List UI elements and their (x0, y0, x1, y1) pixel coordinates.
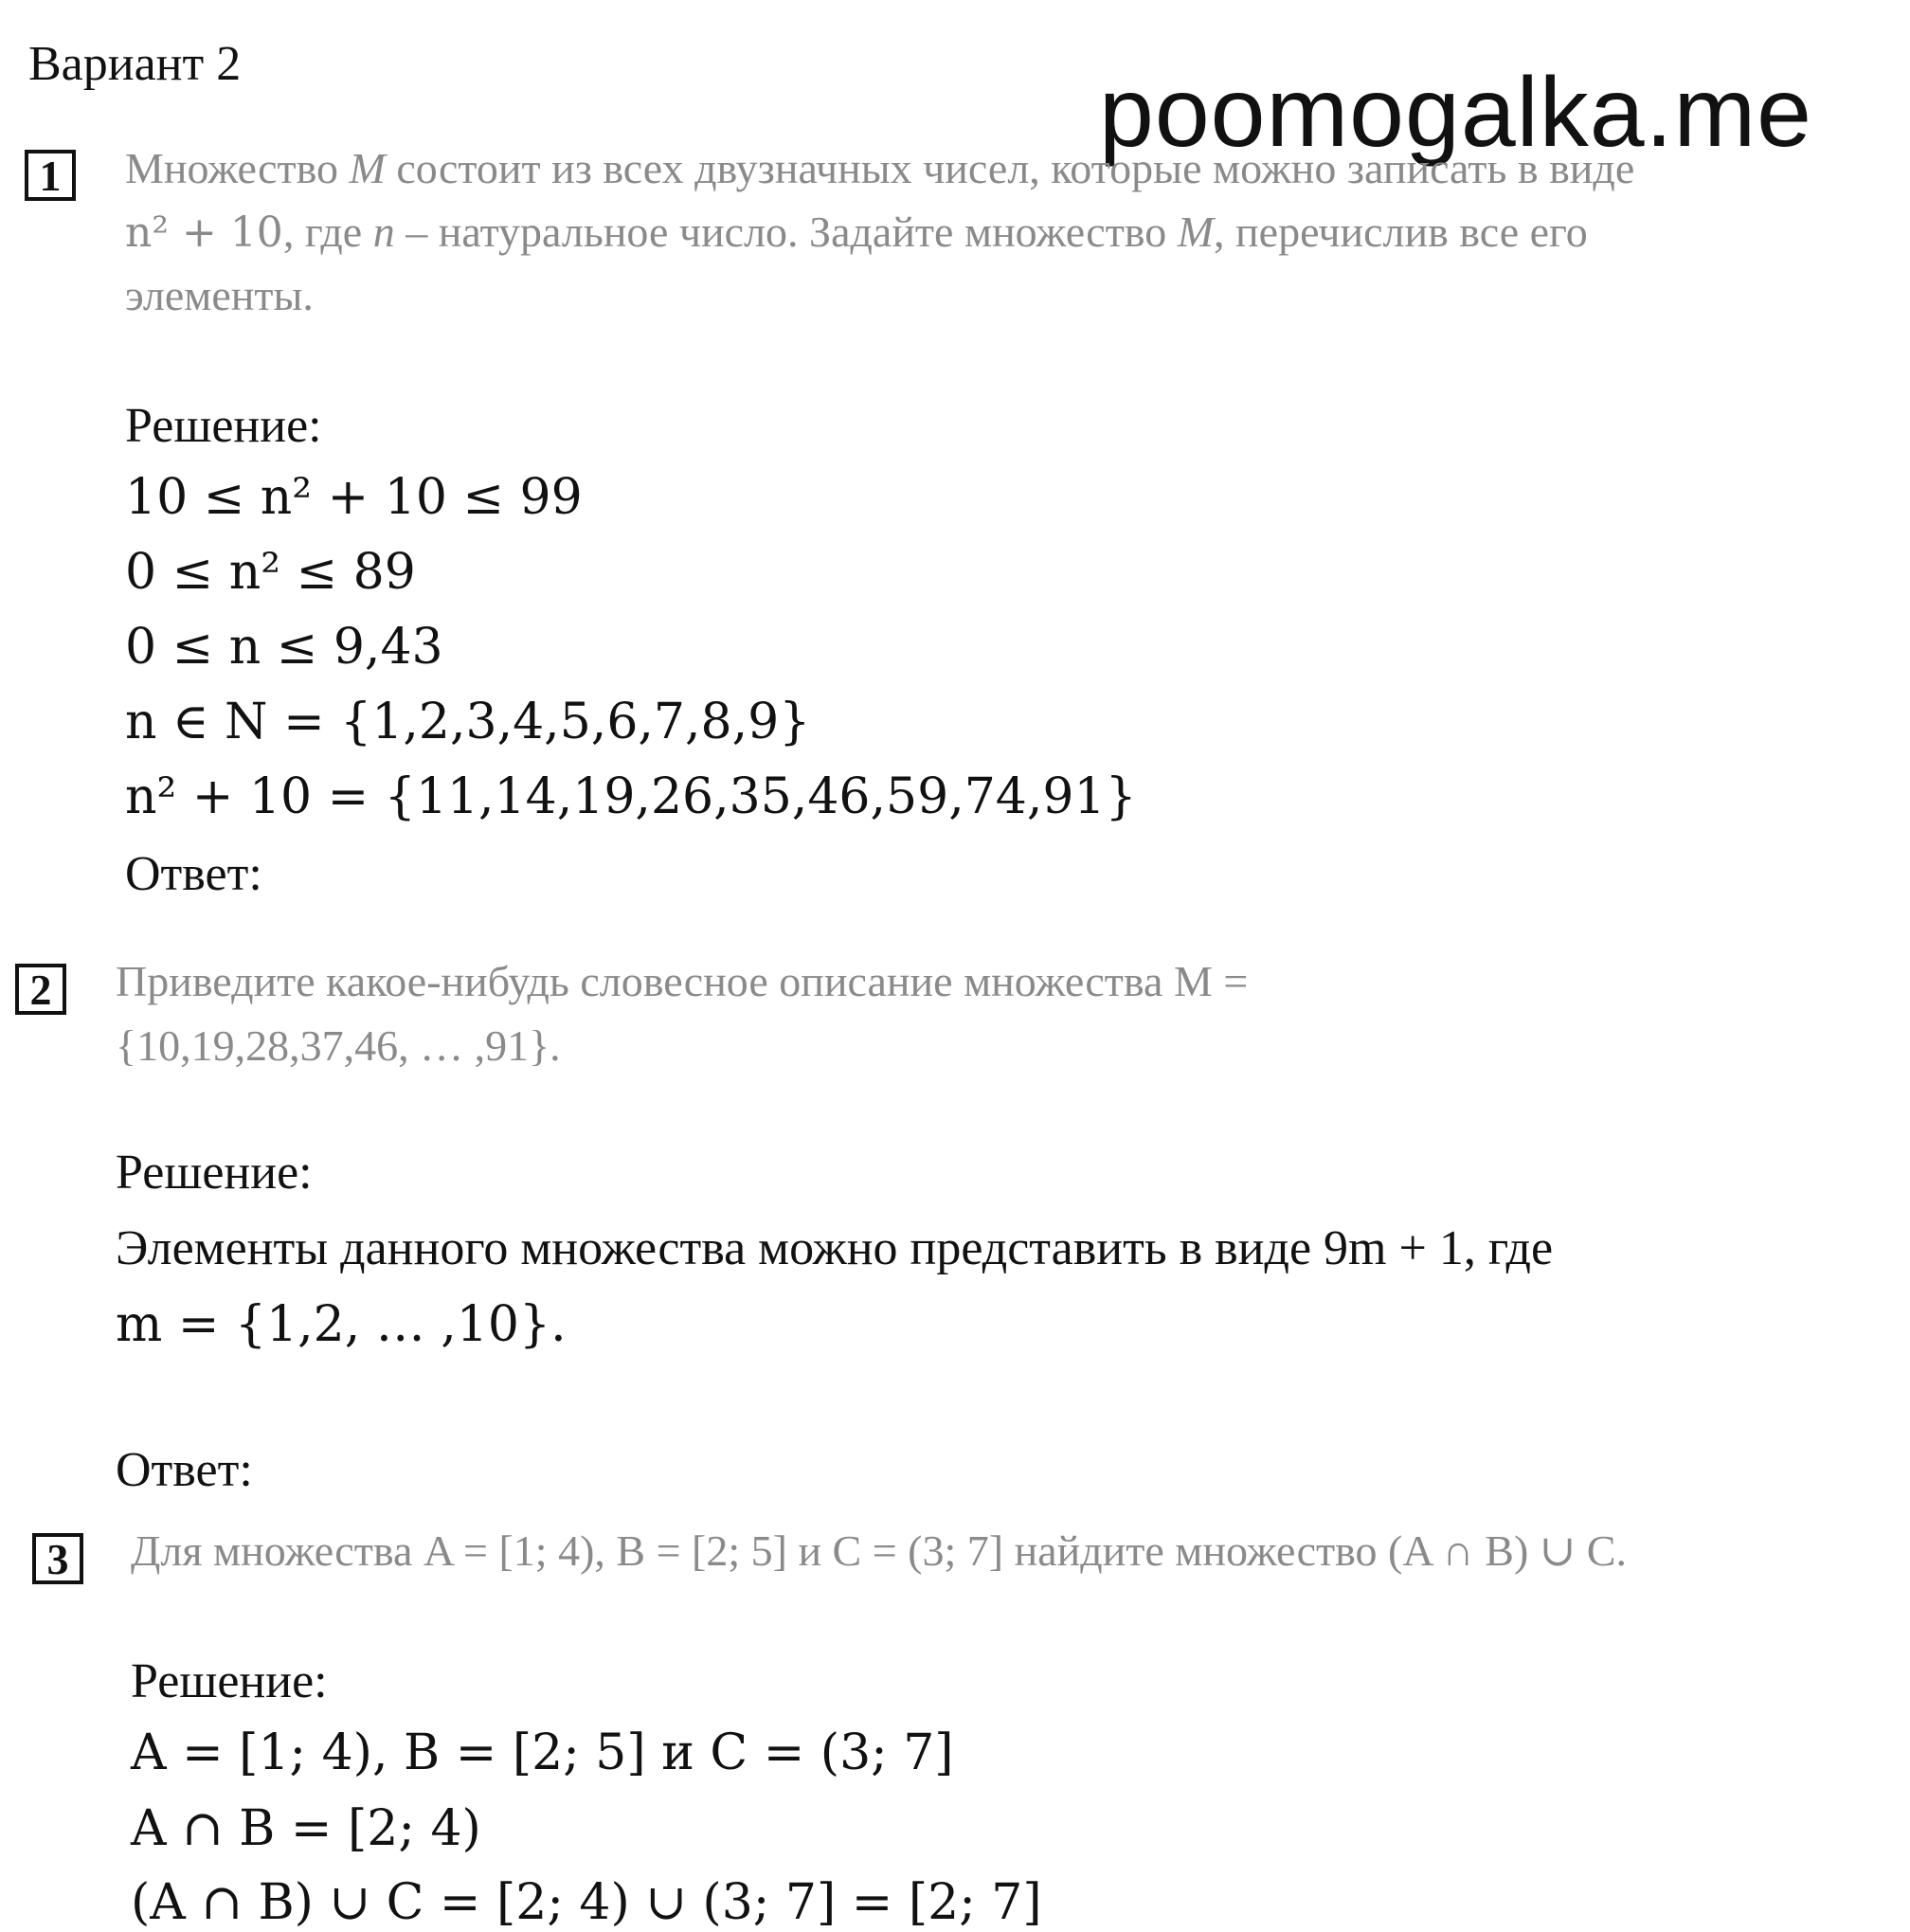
task-2-solution-line-2: m = {1,2, … ,10}. (116, 1296, 567, 1353)
task-3-step-3: (A ∩ B) ∪ C = [2; 4) ∪ (3; 7] = [2; 7] (131, 1874, 1042, 1931)
task-2-line-1: Приведите какое-нибудь словесное описание множества M = (116, 957, 1249, 1005)
task-3-step-2: A ∩ B = [2; 4) (131, 1800, 481, 1857)
task-1-line-3: элементы. (125, 271, 314, 319)
task-1-solution-label: Решение: (125, 399, 322, 453)
task-3-step-1: A = [1; 4), B = [2; 5] и C = (3; 7] (131, 1724, 954, 1781)
task-1-step-1: 10 ≤ n² + 10 ≤ 99 (125, 469, 583, 526)
task-1-answer-label: Ответ: (125, 847, 262, 901)
variant-title: Вариант 2 (28, 37, 242, 91)
task-1-step-3: 0 ≤ n ≤ 9,43 (125, 619, 443, 676)
task-2-line-2: {10,19,28,37,46, … ,91}. (116, 1021, 561, 1070)
task-1-line-2 (125, 200, 1588, 264)
task-2-solution-label: Решение: (116, 1146, 313, 1200)
task-1-text-b: состоит из всех двузначных чисел, которые можно записать в виде (385, 144, 1635, 192)
task-1-number: 1 (25, 150, 76, 201)
task-1-var-m-2: M (1177, 208, 1215, 256)
task-2-solution-line-1: Элементы данного множества можно представить в виде 9m + 1, где (116, 1221, 1554, 1275)
task-1-text-a: Множество (125, 144, 350, 192)
task-1-text-d: – натуральное число. Задайте множество (394, 208, 1178, 256)
task-3-text: Для множества A = [1; 4), B = [2; 5] и C = (3; 7] найдите множество (A ∩ B) ∪ C. (131, 1526, 1627, 1575)
task-1-step-2: 0 ≤ n² ≤ 89 (125, 544, 416, 601)
task-1-expr: n² + 10 (125, 208, 283, 257)
site-watermark: poomogalka.me (1099, 58, 1812, 168)
task-2-number: 2 (15, 964, 66, 1015)
task-3-number: 3 (32, 1533, 83, 1584)
task-2-answer-label: Ответ: (116, 1443, 253, 1497)
task-1-var-m: M (349, 144, 386, 192)
task-1-text-c: , где (282, 208, 373, 256)
task-1-text-e: , перечислив все его (1214, 208, 1588, 256)
task-1-line-1 (125, 136, 1634, 200)
task-1-step-4: n ∈ N = {1,2,3,4,5,6,7,8,9} (125, 694, 811, 750)
task-1-step-5: n² + 10 = {11,14,19,26,35,46,59,74,91} (125, 768, 1137, 825)
task-1-var-n: n (372, 208, 395, 256)
task-3-solution-label: Решение: (131, 1654, 328, 1708)
